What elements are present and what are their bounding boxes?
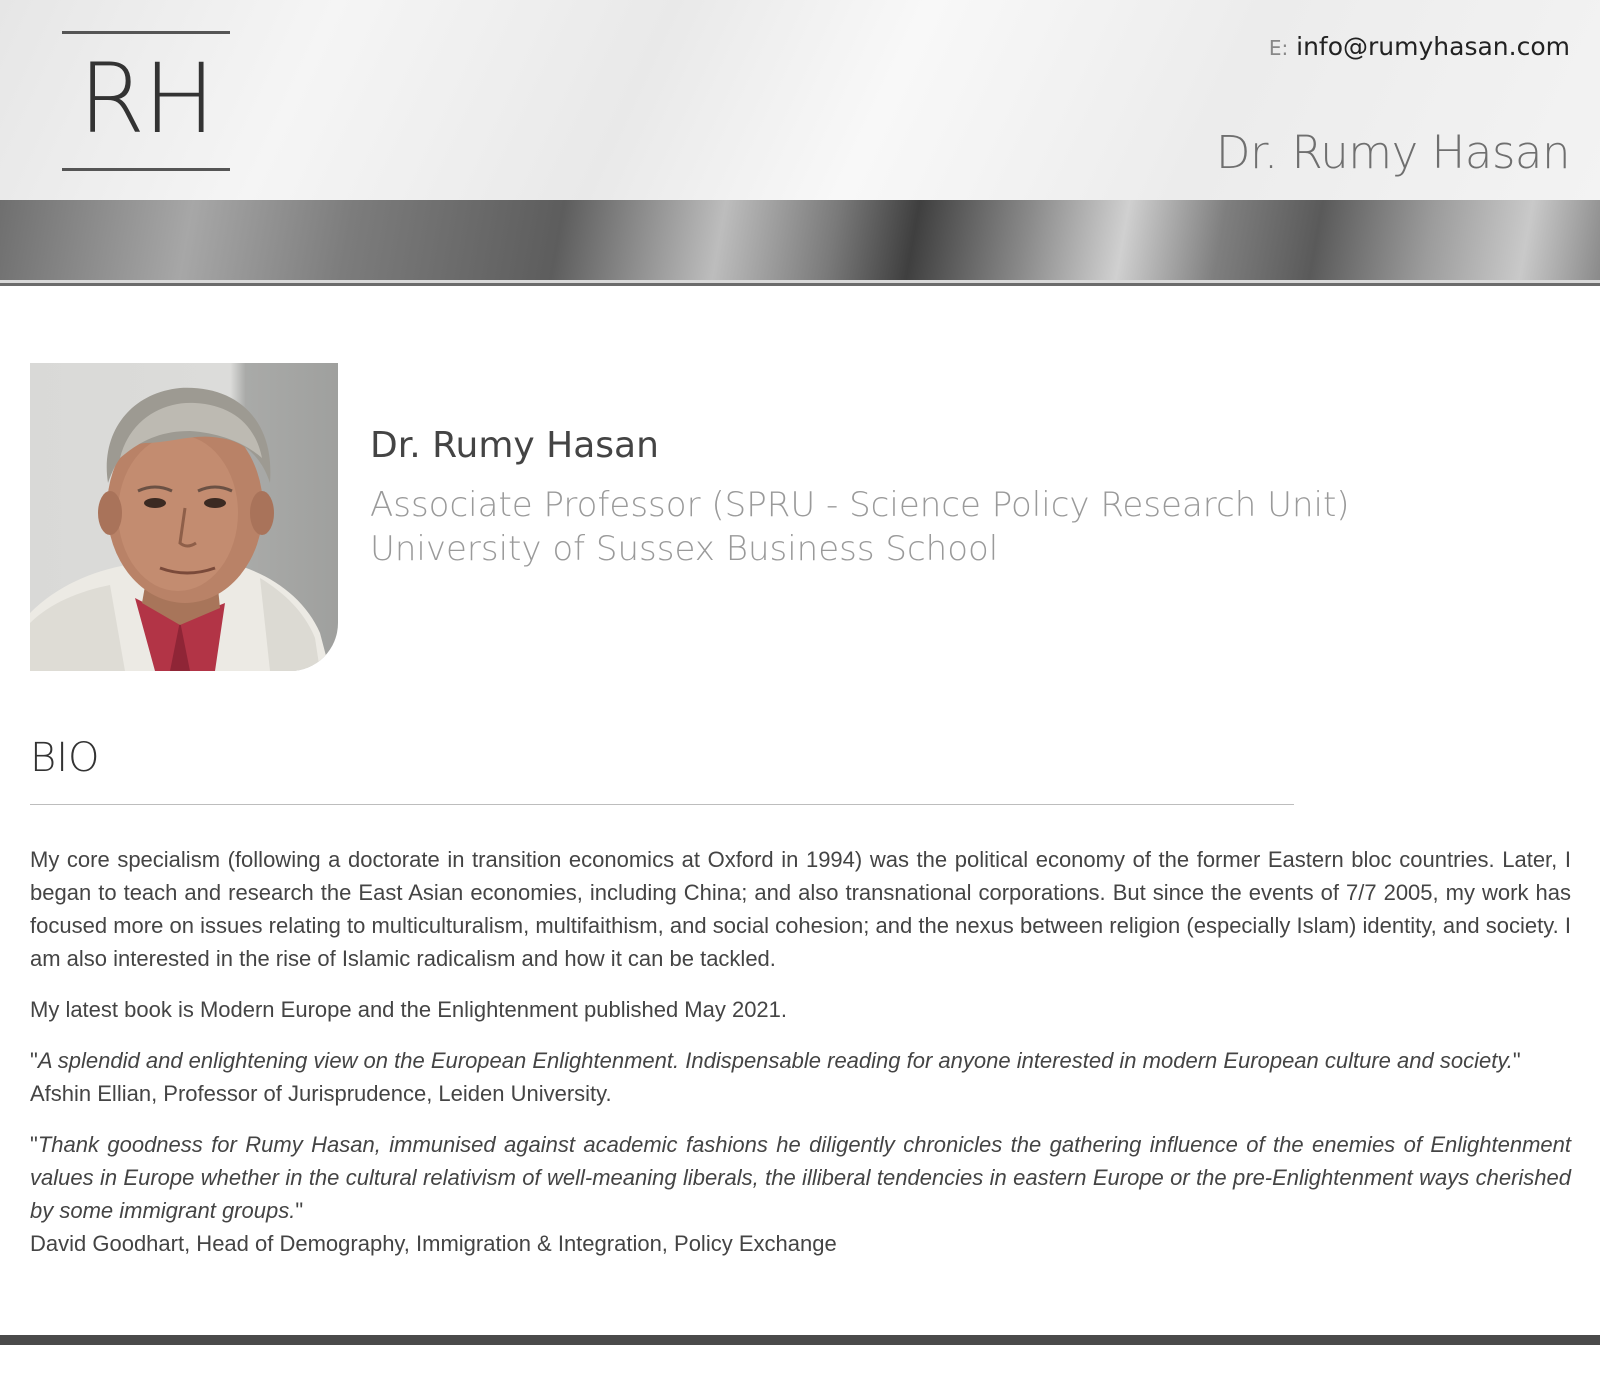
portrait-illustration [30,363,338,671]
contact-email [1269,30,1570,65]
logo-bottom-rule [62,168,230,171]
logo-monogram: RH [78,43,214,155]
profile-name: Dr. Rumy Hasan [370,425,659,466]
bio-paragraph: My core specialism (following a doctorate in transition economics at Oxford in 1994) was the political economy of the former Eastern bloc countries. Later, I began to teach and research the East Asian economies, including China; and also transnational corporations. But since the events of 7/7 2005, my work has focused more on issues relating to multiculturalism, multifaithism, and social cohesion; and the nexus between religion (especially Islam) identity, and society. I am also interested in the rise of Islamic radicalism and how it can be tackled. [30,847,1571,971]
review-quote: "A splendid and enlightening view on the European Enlightenment. Indispensable reading for anyone interested in modern European culture and society." Afshin Ellian, Professor of Jurisprudence, Leiden University. [30,1044,1571,1110]
bio-content [30,843,1571,1278]
site-logo[interactable] [62,31,230,171]
review-quote-text: A splendid and enlightening view on the European Enlightenment. Indispensable reading for anyone interested in modern European culture and society. [37,1048,1513,1073]
review-quote: "Thank goodness for Rumy Hasan, immunised against academic fashions he diligently chronicles the gathering influence of the enemies of Enlightenment values in Europe whether in the cultural relativism of well-meaning liberals, the illiberal tendencies in eastern Europe or the pre-Enlightenment ways cherished by some immigrant groups." David Goodhart, Head of Demography, Immigration & Integration, Policy Exchange [30,1128,1571,1260]
profile-photo [30,363,338,671]
review-attribution: David Goodhart, Head of Demography, Immigration & Integration, Policy Exchange [30,1231,837,1256]
metallic-banner [0,200,1600,280]
review-quote-text: Thank goodness for Rumy Hasan, immunised against academic fashions he diligently chronicles the gathering influence of the enemies of Enlightenment values in Europe whether in the cultural relativism of well-meaning liberals, the illiberal tendencies in eastern Europe or the pre-Enlightenment ways cherished by some immigrant groups. [30,1132,1571,1223]
review-attribution: Afshin Ellian, Professor of Jurisprudence, Leiden University. [30,1081,612,1106]
logo-top-rule [62,31,230,34]
site-header [0,0,1600,200]
site-name: Dr. Rumy Hasan [1215,126,1570,179]
bio-divider [30,804,1294,805]
profile-position: Associate Professor (SPRU - Science Policy Research Unit) [370,485,1350,525]
footer-bar [0,1335,1600,1345]
bio-heading: BIO [30,735,100,781]
email-prefix-label: E: [1268,36,1289,60]
latest-book-paragraph: My latest book is Modern Europe and the Enlightenment published May 2021. [30,997,788,1022]
banner-divider-dark [0,283,1600,286]
profile-institution: University of Sussex Business School [370,529,999,569]
email-link[interactable]: info@rumyhasan.com [1296,32,1570,61]
